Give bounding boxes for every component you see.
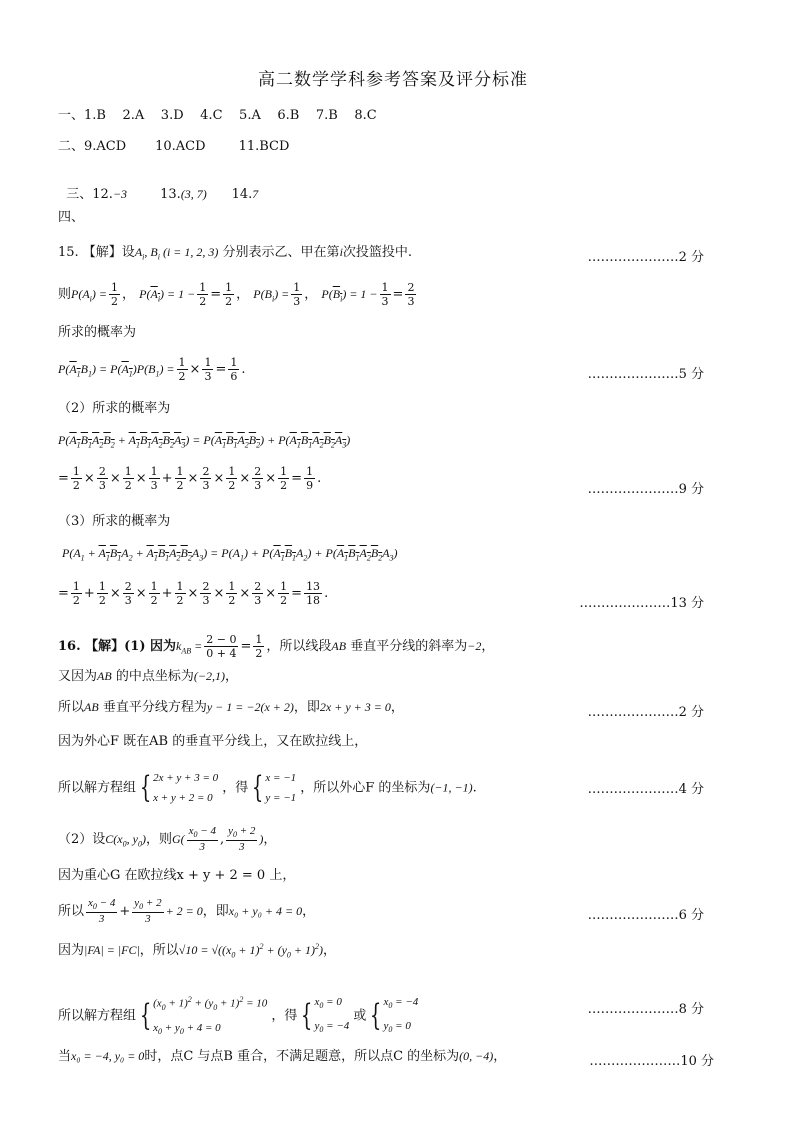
q16-rejected-sol: x₀ = −4, y₀ = 0 (71, 1049, 145, 1063)
q16-line4: 因为外心F 既在AB 的垂直平分线上，又在欧拉线上， (58, 734, 368, 749)
q15-events: $A_i$, $B_i$ (i = 1, 2, 3) (134, 245, 219, 262)
q15-i: i (339, 245, 343, 259)
q15-then: 则 (58, 287, 72, 302)
q15-part2-eq2: = $\frac{1}{2}$ × $\frac{2}{3}$ × $\frac{1}{2}$ × $\frac{1}{3}$ + $\frac{1}{2}$ × $\frac{2}{3}$ × $\frac{1}{2}$ × $\frac{2}{3}$ × $\frac{1}{2}$ = $\frac{1}{9}$ . (58, 465, 322, 492)
q16-l10c: 或 (353, 1008, 367, 1024)
q16-equal-dist: |FA| = |FC| (84, 943, 140, 957)
q16-line8: 所以 $\frac{x_0 - 4}{3}$ + $\frac{y_0 + 2}{3}$ + 2 = 0，即x₀ + y₀ + 4 = 0， (58, 897, 316, 926)
q16-l3d: ，即 (293, 700, 320, 715)
q16-l3b: 垂直平分线方程为 (102, 700, 207, 715)
q16-midpoint: (−2,1) (193, 669, 225, 683)
q16-l1b: ，所以线段 (266, 639, 332, 654)
q16-l3a: 所以 (58, 700, 85, 715)
q16-l10b: ，得 (271, 1008, 298, 1024)
score-q15-1: …………………2 分 (587, 250, 704, 265)
score-q16-4: …………………8 分 (587, 1002, 704, 1017)
score-q16-2: …………………4 分 (587, 782, 704, 797)
score-q15-4: …………………13 分 (579, 596, 704, 611)
q16-line9: 因为|FA| = |FC|，所以$√10 = √((x_0 + 1)^2 + (y_0 + 1)^2)$， (58, 942, 336, 960)
q16-l9c: ，所以 (139, 943, 179, 958)
score-q16-1: …………………2 分 (587, 705, 704, 720)
q16-l5c: ，所以外心F 的坐标为 (300, 780, 431, 796)
q16-line2: 又因为AB 的中点坐标为(−2,1)， (58, 669, 238, 684)
section-2-answers: 二、9.ACD 10.ACD 11.BCD (58, 139, 290, 154)
q15-part3-eq2: = $\frac{1}{2}$ + $\frac{1}{2}$ × $\frac{2}{3}$ × $\frac{1}{2}$ + $\frac{1}{2}$ × $\frac{2}{3}$ × $\frac{1}{2}$ × $\frac{2}{3}$ × $\frac{1}{2}$ = $\frac{13}{18}$ . (58, 580, 329, 607)
q16-l1c: 垂直平分线的斜率为 (350, 639, 468, 654)
q16-line6: （2）设$C(x_0$, $y_0$)，则G( $\frac{x_0 - 4}{3}$ , $\frac{y_0 + 2}{3}$ )， (58, 825, 277, 854)
q16-l5b: ，得 (222, 780, 249, 796)
q16-l8b: ，即 (202, 904, 229, 920)
q16-l2a: 又因为 (58, 669, 98, 684)
q16-line3: 所以AB 垂直平分线方程为y − 1 = −2(x + 2)，即2x + y + 3 = 0， (58, 700, 404, 715)
q12-answer: −3 (112, 187, 128, 201)
page-title: 高二数学学科参考答案及评分标准 (258, 70, 528, 90)
score-q16-5: …………………10 分 (589, 1054, 714, 1069)
q15-head-tail2: 次投篮投中. (342, 245, 413, 260)
score-q15-3: …………………9 分 (587, 482, 704, 497)
q16-slope: −2 (467, 639, 482, 653)
q13-label: 13. (160, 187, 181, 202)
q16-l11c: 时，点C 与点B 重合，不满足题意，所以点C 的坐标为 (144, 1049, 460, 1064)
q15-intro (58, 246, 412, 261)
q16-l5a: 所以解方程组 (58, 780, 137, 796)
q15-asked: 所求的概率为 (58, 325, 137, 340)
q16-bisector-eq: y − 1 = −2(x + 2) (206, 700, 294, 714)
q15-head-tail: 分别表示乙、甲在第 (222, 245, 340, 260)
q15-part3-eq1: $P(A_1 + A_1B_1A_2 + A_1B_1A_2B_2A_3) = P(A_1) + P(A_1B_1A_2) + P(A_1B_1A_2B_2A_3)$ (62, 546, 398, 563)
score-q16-3: …………………6 分 (587, 908, 704, 923)
q15-head: 15. 【解】设 (58, 245, 135, 260)
q16-line1: 16. 【解】(1) 因为$k_{AB}$ = $\frac{2 - 0}{0 + 4}$ = $\frac{1}{2}$ ，所以线段AB 垂直平分线的斜率为−2， (58, 633, 495, 660)
q16-circumcenter: (−1, −1) (430, 780, 473, 795)
q16-l6a: （2）设 (58, 832, 106, 848)
q16-point-c: (0, −4) (459, 1049, 494, 1063)
q16-l8a: 所以 (58, 904, 85, 920)
q16-l1a: 16. 【解】(1) 因为 (58, 639, 177, 654)
q16-bisector-eq2: 2x + y + 3 = 0 (319, 700, 391, 714)
q16-line10: 所以解方程组 { $(x_0 + 1)^2 + (y_0 + 1)^2 = 10$ $x_0 + y_0 + 4 = 0$ ，得 { $x_0 = 0$ $y_0 = -4$ 或 { $x_0 = -4$ $y_0 = 0$ (58, 995, 419, 1037)
q14-label: 14. (231, 187, 253, 202)
q12-label: 三、12. (66, 187, 113, 202)
q15-part3-label: （3）所求的概率为 (58, 514, 171, 529)
q16-line7: 因为重心G 在欧拉线x + y + 2 = 0 上， (58, 868, 296, 883)
q15-part2-eq1: $P(A_1B_1A_2B_2 + A_1B_1A_2B_2A_3) = P(A_1B_1A_2B_2) + P(A_1B_1A_2B_2A_3)$ (58, 433, 351, 450)
q16-line5: 所以解方程组 { 2x + y + 3 = 0 x + y + 2 = 0 ，得 { x = −1 y = −1 ，所以外心F 的坐标为(−1, −1). (58, 770, 477, 805)
q16-l6b: ，则 (145, 832, 172, 848)
q15-part1-eq: $P(A_1B_1) = P(A_1)P(B_1)$ = $\frac{1}{2}$ × $\frac{1}{3}$ = $\frac{1}{6}$ . (58, 356, 246, 383)
section-1-answers: 一、1.B 2.A 3.D 4.C 5.A 6.B 7.B 8.C (58, 108, 377, 123)
q16-g-eq: x₀ + y₀ + 4 = 0 (228, 904, 303, 919)
q14-answer: 7 (252, 187, 259, 201)
q15-part2-label: （2）所求的概率为 (58, 401, 171, 416)
q16-l10a: 所以解方程组 (58, 1008, 137, 1024)
q16-l9a: 因为 (58, 943, 85, 958)
q16-l2b: 的中点坐标为 (115, 669, 194, 684)
section-3-answers (58, 175, 258, 201)
q13-answer: (3, 7) (180, 187, 207, 201)
q16-l11a: 当 (58, 1049, 72, 1064)
q15-probabilities: 则$P(A_i)$ = $\frac{1}{2}$ ， $P(A_i) = 1$ − $\frac{1}{2}$ = $\frac{1}{2}$ ， $P(B_i)$ = $\frac{1}{3}$ ， $P(B_i) = 1$ − $\frac{1}{3}$ = $\frac{2}{3}$ (58, 281, 415, 308)
score-q15-2: …………………5 分 (587, 367, 704, 382)
section-4-label: 四、 (58, 210, 85, 225)
q16-line11: 当x₀ = −4, y₀ = 0时，点C 与点B 重合，不满足题意，所以点C 的坐标为(0, −4)， (58, 1049, 507, 1064)
